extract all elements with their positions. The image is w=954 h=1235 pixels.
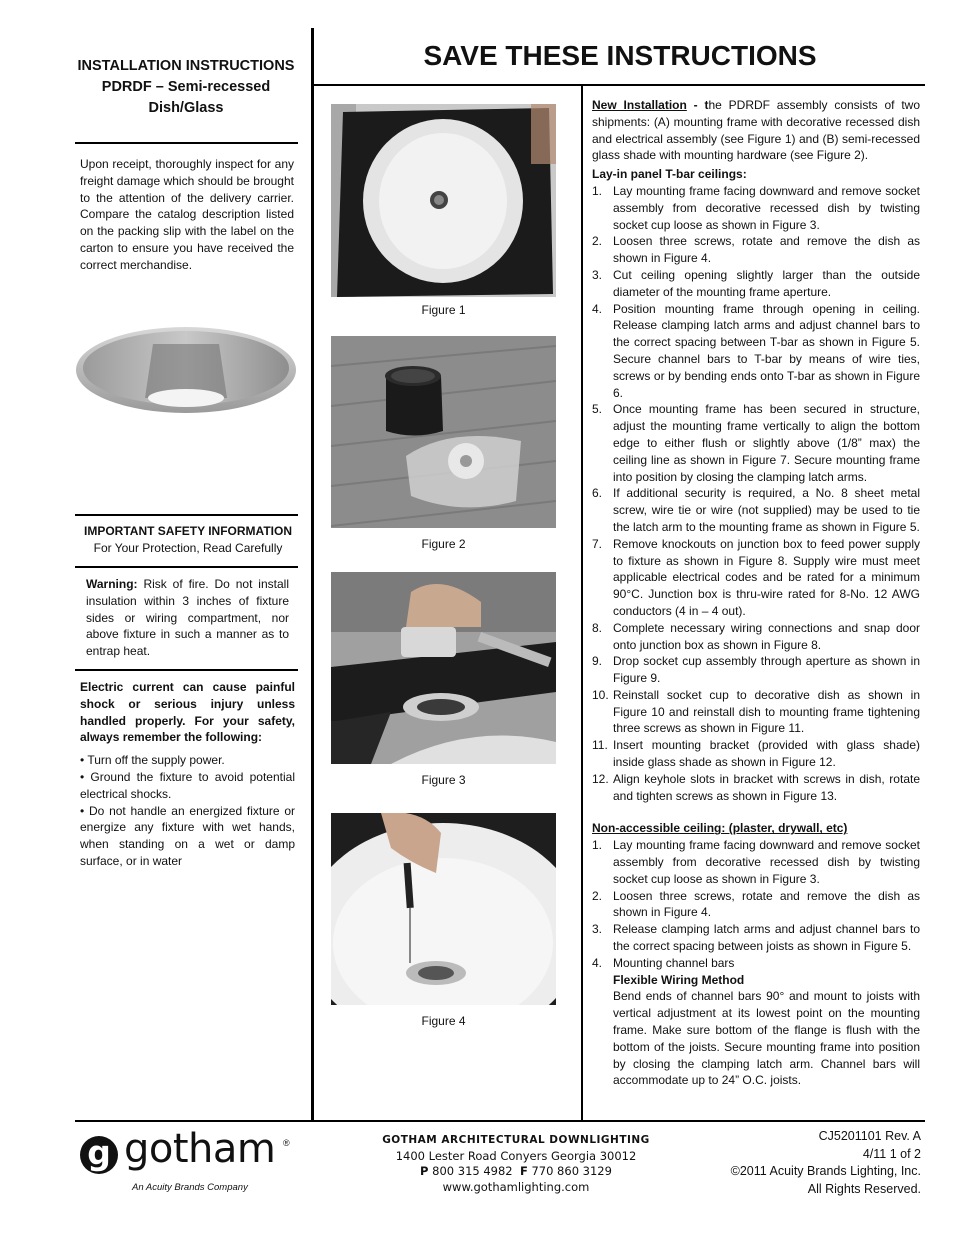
figure-4-caption: Figure 4 [421, 1014, 466, 1028]
copyright: ©2011 Acuity Brands Lighting, Inc. [730, 1164, 921, 1178]
flexible-wiring-heading: Flexible Wiring Method [613, 972, 745, 987]
company-info [360, 1133, 672, 1195]
initial-letter: t [704, 98, 709, 112]
list-item: • Turn off the supply power. [80, 753, 225, 768]
left-rule-4 [75, 669, 298, 671]
layin-steps [592, 183, 920, 804]
nonaccessible-heading: Non-accessible ceiling: (plaster, drywall, etc) [592, 821, 848, 836]
list-item: 2. Loosen three screws, rotate and remove the dish as shown in Figure 4. [592, 888, 920, 920]
registered-mark: ® [283, 1138, 290, 1148]
document-info [700, 1128, 921, 1198]
doc-number: CJ5201101 Rev. A [818, 1129, 921, 1143]
left-rule-1 [75, 142, 298, 144]
left-rule-3 [75, 566, 298, 568]
figure-3-image [331, 572, 556, 764]
page-number: 4/11 1 of 2 [862, 1146, 921, 1161]
list-item: 1. Lay mounting frame facing downward and remove socket assembly from decorative recessed dish by twisting socket cup loose as shown in Figure 3. [592, 183, 920, 232]
figure-4-image [331, 813, 556, 1005]
column-divider-right [581, 86, 583, 1121]
title-line-2: PDRDF – Semi-recessed [101, 79, 271, 95]
new-installation-text: he PDRDF assembly consists of two shipments: (A) mounting frame with decorative recessed dish and electrical assembly (see Figure 1) and (B) semi-recessed glass shade with mounting hardware (see Figure 2). [592, 98, 920, 163]
list-item: 2. Loosen three screws, rotate and remove the dish as shown in Figure 4. [592, 234, 920, 266]
figure-1-image [331, 104, 556, 297]
electric-warning [80, 679, 295, 870]
list-item: 4. Mounting channel bars Flexible Wiring Method Bend ends of channel bars 90° and mount to joists with vertical adjustment at its lowest point on the mounting frame. Make sure bottom of the flange is flush with the bottom of the joists. Secure mounting frame into position by closing the clamping latch arm. Channel bars will accommodate up to 24” O.C. joists. [592, 955, 920, 1088]
list-item: 3. Cut ceiling opening slightly larger than the outside diameter of the mounting frame aperture. [592, 267, 920, 299]
safety-header [78, 523, 298, 557]
list-item: • Do not handle an energized fixture or energize any fixture with wet hands, when standing on a wet or damp surface, or in water [80, 803, 295, 868]
logo-g-icon: g [80, 1136, 118, 1174]
list-item: 4. Position mounting frame through opening in ceiling. Release clamping latch arms and adjust channel bars to the correct spacing between T-bar as shown in Figure 5. Secure channel bars to T-bar by means of wire ties, screws or by bending ends onto T-bar as shown in Figure 6. [592, 301, 920, 400]
instructions-column [592, 97, 920, 1089]
document-title [75, 56, 297, 119]
rights: All Rights Reserved. [807, 1181, 921, 1196]
list-item: 1. Lay mounting frame facing downward and remove socket assembly from decorative recessed dish by twisting socket cup loose as shown in Figure 3. [592, 838, 920, 886]
column-divider-left [311, 28, 314, 1121]
product-dish-image [75, 326, 297, 414]
company-address: 1400 Lester Road Conyers Georgia 30012 [395, 1148, 637, 1163]
nonaccessible-steps [592, 837, 920, 1089]
title-line-1: INSTALLATION INSTRUCTIONS [77, 58, 295, 74]
receipt-notice: Upon receipt, thoroughly inspect for any freight damage which should be brought to the attention of the delivery carrier. Compare the catalog description listed on the packing slip with the label on the carton to ensure you have received the correct merchandise. [80, 157, 294, 272]
company-phone-fax: P 800 315 4982 F 770 860 3129 [420, 1164, 612, 1178]
figure-2-caption: Figure 2 [421, 537, 466, 551]
new-installation-paragraph [592, 97, 920, 164]
list-item: 12. Align keyhole slots in bracket with screws in dish, rotate and tighten screws as shown in Figure 13. [592, 771, 920, 803]
brand-tagline: An Acuity Brands Company [132, 1182, 248, 1193]
warning-label: Warning: [86, 577, 138, 591]
electric-list [80, 752, 295, 870]
gotham-logo [80, 1126, 295, 1197]
company-website[interactable]: www.gothamlighting.com [442, 1179, 590, 1194]
new-installation-label: New Installation [592, 98, 687, 112]
company-name: GOTHAM ARCHITECTURAL DOWNLIGHTING [382, 1134, 650, 1146]
list-item: 6. If additional security is required, a No. 8 sheet metal screw, wire tie or wire (not supplied) may be used to tie the latch arm to the mounting frame as shown in Figure 5. [592, 486, 920, 534]
figure-2-image [331, 336, 556, 528]
page-title: SAVE THESE INSTRUCTIONS [423, 40, 817, 71]
list-item: • Ground the fixture to avoid potential electrical shocks. [80, 769, 295, 801]
list-item: 10. Reinstall socket cup to decorative dish as shown in Figure 10 and reinstall dish to mounting frame tightening three screws as shown in Figure 11. [592, 687, 920, 736]
layin-heading: Lay-in panel T-bar ceilings: [592, 167, 747, 182]
list-item: 7. Remove knockouts on junction box to feed power supply to fixture as shown in Figure 8. Supply wire must meet applicable electrical codes and be rated for a minimum 90°C. Junction box is thru-wire rated for 8-No. 12 AWG conductors (4 in – 4 out). [592, 536, 920, 618]
list-item: 8. Complete necessary wiring connections and snap door onto junction box as shown in Figure 8. [592, 620, 920, 652]
list-item: 5. Once mounting frame has been secured in structure, adjust the mounting frame vertically to align the bottom edge to either flush or slightly above (1/8” max) the ceiling line as shown in Figure 7. Secure mounting frame into position by closing the clamping latch arms. [592, 402, 920, 484]
figure-3-caption: Figure 3 [421, 773, 466, 787]
fire-warning [86, 576, 289, 660]
warning-text: Risk of fire. Do not install insulation within 3 inches of fixture sides or wiring compartment, nor above fixture in such a manner as to entrap heat. [86, 577, 289, 659]
list-item: 3. Release clamping latch arms and adjust channel bars to the correct spacing between joists as shown in Figure 5. [592, 922, 920, 954]
title-line-3: Dish/Glass [148, 100, 224, 116]
label-separator: - [686, 98, 705, 112]
figure-1-caption: Figure 1 [421, 303, 466, 317]
left-rule-2 [75, 514, 298, 516]
title-rule [313, 84, 925, 86]
flexible-wiring-text: Bend ends of channel bars 90° and mount to joists with vertical adjustment at its lowest point on the mounting frame. Make sure bottom of the flange is flush with the bottom of the joists. Secure mounting frame into position by closing the clamping latch arm. Channel bars will accommodate up to 24” O.C. joists. [613, 989, 920, 1088]
safety-subtitle: For Your Protection, Read Carefully [93, 541, 283, 555]
electric-text: Electric current can cause painful shock or serious injury unless handled properly. For your safety, always remember the following: [80, 680, 295, 745]
list-item: 9. Drop socket cup assembly through aperture as shown in Figure 9. [592, 654, 920, 686]
brand-name: gotham [124, 1126, 276, 1172]
safety-title: IMPORTANT SAFETY INFORMATION [84, 524, 292, 538]
list-item: 11. Insert mounting bracket (provided with glass shade) inside glass shade as shown in Figure 12. [592, 738, 920, 770]
footer-rule [75, 1120, 925, 1122]
